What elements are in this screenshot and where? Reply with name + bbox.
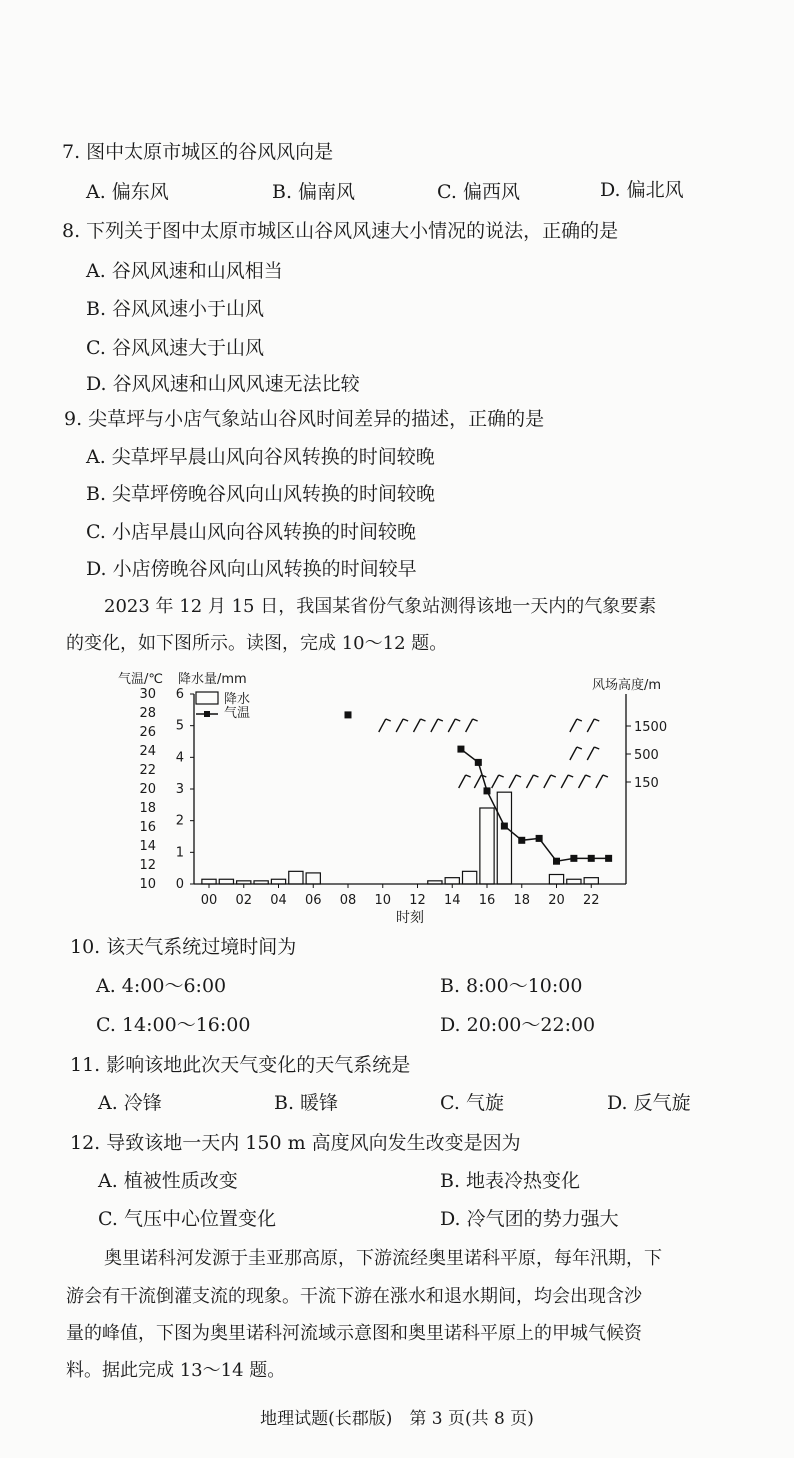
x-tick-label: 16	[478, 893, 496, 908]
wind-barb	[544, 775, 556, 788]
temp-tick-label: 26	[139, 725, 156, 740]
x-tick-label: 22	[582, 893, 600, 908]
q7-option-b[interactable]: B. 偏南风	[272, 181, 356, 203]
intro2-line3: 量的峰值，下图为奥里诺科河流域示意图和奥里诺科平原上的甲城气候资	[66, 1323, 642, 1344]
temperature-line	[461, 749, 609, 861]
temperature-point	[588, 855, 595, 862]
wind-barb	[448, 719, 460, 732]
temp-tick-label: 30	[139, 687, 156, 702]
precip-tick-label: 2	[175, 813, 184, 829]
page-footer: 地理试题(长郡版) 第 3 页(共 8 页)	[260, 1409, 534, 1429]
wind-barb	[431, 719, 443, 732]
x-tick-label: 20	[548, 893, 565, 908]
intro2-line4: 料。据此完成 13～14 题。	[66, 1360, 286, 1381]
weather-chart	[110, 668, 690, 930]
temperature-point	[345, 711, 352, 718]
temp-tick-label: 10	[139, 877, 156, 892]
wind-barb	[396, 719, 408, 732]
q9-option-c[interactable]: C. 小店早晨山风向谷风转换的时间较晚	[86, 521, 416, 543]
legend-precip-label: 降水	[224, 692, 251, 707]
precip-tick-label: 3	[175, 782, 184, 797]
precip-tick-label: 5	[175, 718, 184, 734]
q12-option-d[interactable]: D. 冷气团的势力强大	[440, 1208, 619, 1230]
wind-barb	[579, 775, 591, 788]
wind-barb	[596, 775, 608, 788]
x-tick-label: 08	[339, 893, 357, 908]
wind-barb	[587, 747, 599, 760]
q11-option-b[interactable]: B. 暖锋	[274, 1092, 339, 1114]
q12-option-c[interactable]: C. 气压中心位置变化	[98, 1208, 276, 1230]
x-tick-label: 04	[270, 893, 287, 908]
height-axis-label: 风场高度/m	[592, 678, 662, 693]
precip-bar	[289, 871, 303, 884]
wind-barb	[570, 719, 582, 732]
q11-option-a[interactable]: A. 冷锋	[98, 1092, 162, 1114]
q12-stem: 12. 导致该地一天内 150 m 高度风向发生改变是因为	[70, 1132, 521, 1154]
x-tick-label: 12	[409, 893, 426, 908]
q8-stem: 8. 下列关于图中太原市城区山谷风风速大小情况的说法，正确的是	[62, 220, 619, 242]
precip-tick-label: 0	[175, 877, 184, 892]
precip-bar	[584, 878, 598, 884]
intro1-line2: 的变化，如下图所示。读图，完成 10～12 题。	[66, 633, 448, 654]
q8-option-d[interactable]: D. 谷风风速和山风风速无法比较	[86, 373, 360, 395]
precip-tick-label: 4	[175, 750, 184, 766]
temp-tick-label: 28	[139, 706, 156, 721]
precip-tick-label: 1	[175, 845, 184, 861]
precip-bar	[480, 808, 494, 884]
temperature-point	[475, 759, 482, 766]
temp-axis-label: 气温/℃	[118, 672, 163, 687]
legend-temp-marker	[204, 711, 210, 717]
wind-barb	[509, 775, 521, 788]
height-tick-label: 1500	[634, 720, 668, 735]
precip-bar	[202, 879, 216, 884]
wind-barb	[526, 775, 538, 788]
legend-precip-swatch	[196, 692, 218, 704]
q9-option-b[interactable]: B. 尖草坪傍晚谷风向山风转换的时间较晚	[86, 483, 436, 505]
precip-bar	[237, 881, 251, 884]
q8-option-c[interactable]: C. 谷风风速大于山风	[86, 337, 264, 359]
x-tick-label: 02	[235, 893, 253, 908]
q12-option-a[interactable]: A. 植被性质改变	[98, 1170, 238, 1192]
intro1-line1: 2023 年 12 月 15 日，我国某省份气象站测得该地一天内的气象要素	[104, 596, 657, 617]
temperature-point	[484, 787, 491, 794]
intro2-line2: 游会有干流倒灌支流的现象。干流下游在涨水和退水期间，均会出现含沙	[66, 1286, 642, 1307]
wind-barbs	[379, 719, 608, 788]
q7-option-d[interactable]: D. 偏北风	[600, 179, 684, 201]
temperature-point	[536, 835, 543, 842]
q11-option-d[interactable]: D. 反气旋	[607, 1092, 691, 1114]
q8-option-b[interactable]: B. 谷风风速小于山风	[86, 298, 265, 320]
precip-bar	[254, 881, 268, 884]
legend	[196, 691, 250, 721]
wind-barb	[587, 719, 599, 732]
q9-option-a[interactable]: A. 尖草坪早晨山风向谷风转换的时间较晚	[86, 446, 435, 468]
temp-tick-label: 20	[139, 782, 156, 797]
precip-bar	[497, 792, 511, 884]
wind-barb	[459, 775, 471, 788]
q7-option-a[interactable]: A. 偏东风	[86, 181, 169, 203]
legend-temp-label: 气温	[224, 706, 251, 721]
q12-option-b[interactable]: B. 地表冷热变化	[440, 1170, 581, 1192]
q9-stem: 9. 尖草坪与小店气象站山谷风时间差异的描述，正确的是	[64, 408, 545, 430]
x-tick-label: 00	[200, 893, 218, 908]
q10-option-a[interactable]: A. 4:00～6:00	[96, 975, 227, 997]
x-tick-label: 18	[513, 893, 531, 908]
temperature-point	[518, 837, 525, 844]
temp-tick-label: 14	[139, 839, 156, 854]
temp-tick-label: 22	[139, 763, 156, 778]
wind-barb	[492, 775, 504, 788]
q10-option-d[interactable]: D. 20:00～22:00	[440, 1014, 596, 1036]
precip-bar	[445, 878, 459, 884]
precip-bar	[549, 875, 563, 885]
q11-stem: 11. 影响该地此次天气变化的天气系统是	[70, 1054, 411, 1076]
temp-tick-label: 16	[139, 820, 156, 835]
x-axis-label: 时刻	[396, 910, 424, 926]
height-tick-label: 500	[634, 748, 659, 763]
q7-option-c[interactable]: C. 偏西风	[437, 181, 520, 203]
q9-option-d[interactable]: D. 小店傍晚谷风向山风转换的时间较早	[86, 558, 417, 580]
temperature-point	[605, 855, 612, 862]
wind-barb	[561, 775, 573, 788]
temp-tick-label: 12	[139, 858, 156, 873]
wind-barb	[414, 719, 426, 732]
precip-bar	[306, 873, 320, 884]
temperature-point	[553, 858, 560, 865]
x-tick-label: 14	[443, 893, 461, 908]
q7-stem: 7. 图中太原市城区的谷风风向是	[62, 141, 334, 163]
intro2-line1: 奥里诺科河发源于圭亚那高原，下游流经奥里诺科平原，每年汛期，下	[104, 1248, 662, 1269]
temperature-point	[570, 855, 577, 862]
wind-barb	[466, 719, 478, 732]
precip-bar	[428, 881, 442, 884]
precip-bar	[463, 871, 477, 884]
temperature-point	[457, 746, 464, 753]
wind-barb	[379, 719, 391, 732]
precip-tick-label: 6	[175, 687, 184, 702]
temp-tick-label: 18	[139, 801, 156, 816]
precip-bar	[271, 879, 285, 884]
precip-bar	[567, 879, 581, 884]
temp-tick-label: 24	[139, 744, 156, 759]
q10-stem: 10. 该天气系统过境时间为	[70, 936, 297, 958]
x-tick-label: 06	[304, 893, 322, 908]
precip-bar	[219, 879, 233, 884]
q10-option-b[interactable]: B. 8:00～10:00	[440, 975, 583, 997]
precip-axis-label: 降水量/mm	[178, 672, 247, 687]
q10-option-c[interactable]: C. 14:00～16:00	[96, 1014, 251, 1036]
temperature-point	[501, 823, 508, 830]
height-tick-label: 150	[634, 776, 659, 791]
wind-barb	[570, 747, 582, 760]
x-tick-label: 10	[374, 893, 392, 908]
q8-option-a[interactable]: A. 谷风风速和山风相当	[86, 260, 283, 282]
q11-option-c[interactable]: C. 气旋	[440, 1092, 504, 1114]
